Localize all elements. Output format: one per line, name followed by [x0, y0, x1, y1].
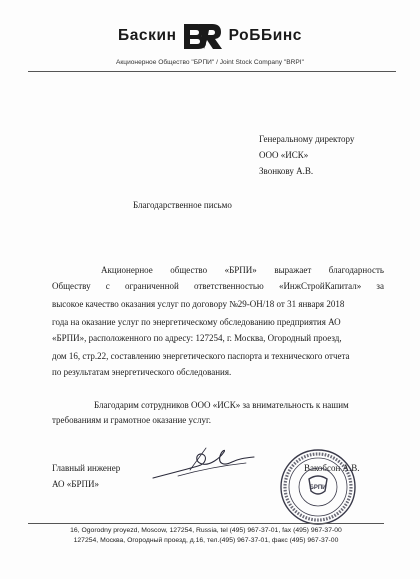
- paragraph1-line-3: высокое качество оказания услуг по договору №29-ОН/18 от 31 января 2018: [52, 299, 345, 309]
- paragraph1-line-7: по результатам энергетического обследования.: [52, 367, 232, 377]
- company-name-line: Акционерное Общество "БРПИ" / Joint Stock Company "BRPI": [116, 59, 304, 66]
- paragraph1-line-4: года на оказание услуг по энергетическому обследованию предприятия АО: [52, 317, 341, 327]
- header-divider: [28, 71, 396, 72]
- p1l2-word: с: [105, 281, 110, 291]
- paragraph1-line-1: [101, 264, 384, 276]
- p1l1-word: благодарность: [328, 265, 384, 275]
- p1l2-word: ответственностью: [193, 281, 264, 291]
- footer-address-en: 16, Ogorodny proyezd, Moscow, 127254, Russia, tel (495) 967-37-01, fax (495) 967-37-00: [70, 527, 342, 534]
- p1l2-word: «ИнжСтройКапитал»: [278, 281, 362, 291]
- logo-word-right: РоББинс: [228, 27, 303, 44]
- handwritten-signature: [150, 444, 260, 484]
- addressee-line-3: Звонкову А.В.: [259, 166, 314, 176]
- signoff-org: АО «БРПИ»: [52, 479, 99, 489]
- p1l2-word: ограниченной: [124, 281, 179, 291]
- p1l1-word: общество: [170, 265, 208, 275]
- paragraph1-line-5: «БРПИ», расположенного по адресу: 127254, г. Москва, Огородный проезд,: [52, 333, 342, 343]
- logo-word-left: Баскин: [117, 27, 177, 44]
- p1l1-word: «БРПИ»: [224, 265, 257, 275]
- addressee-line-2: ООО «ИСК»: [259, 150, 309, 160]
- paragraph1-line-2: [52, 280, 384, 292]
- p1l1-word: Акционерное: [101, 265, 153, 275]
- paragraph2-line-1: Благодарим сотрудников ООО «ИСК» за внимательность к нашим: [94, 400, 349, 410]
- company-logo: [0, 22, 420, 50]
- footer-divider: [28, 523, 384, 524]
- letter-title: Благодарственное письмо: [133, 200, 232, 210]
- footer-address-ru: 127254, Москва, Огородный проезд, д.16, тел.(495) 967-37-01, факс (495) 967-37-00: [73, 537, 339, 544]
- p1l2-word: Обществу: [52, 281, 91, 291]
- p1l1-word: выражает: [274, 265, 312, 275]
- signoff-name: Вакобсон А.В.: [304, 463, 360, 473]
- br-logo-mark: [182, 22, 224, 50]
- company-seal-stamp: [278, 447, 358, 527]
- stamp-center-text: БРПИ: [309, 485, 327, 491]
- signoff-position: Главный инженер: [52, 463, 121, 473]
- addressee-line-1: Генеральному директору: [259, 134, 355, 144]
- p1l2-word: за: [376, 281, 384, 291]
- paragraph1-line-6: дом 16, стр.22, составлению энергетического паспорта и технического отчета: [52, 351, 350, 361]
- paragraph2-line-2: требованиям и грамотное оказание услуг.: [52, 415, 211, 425]
